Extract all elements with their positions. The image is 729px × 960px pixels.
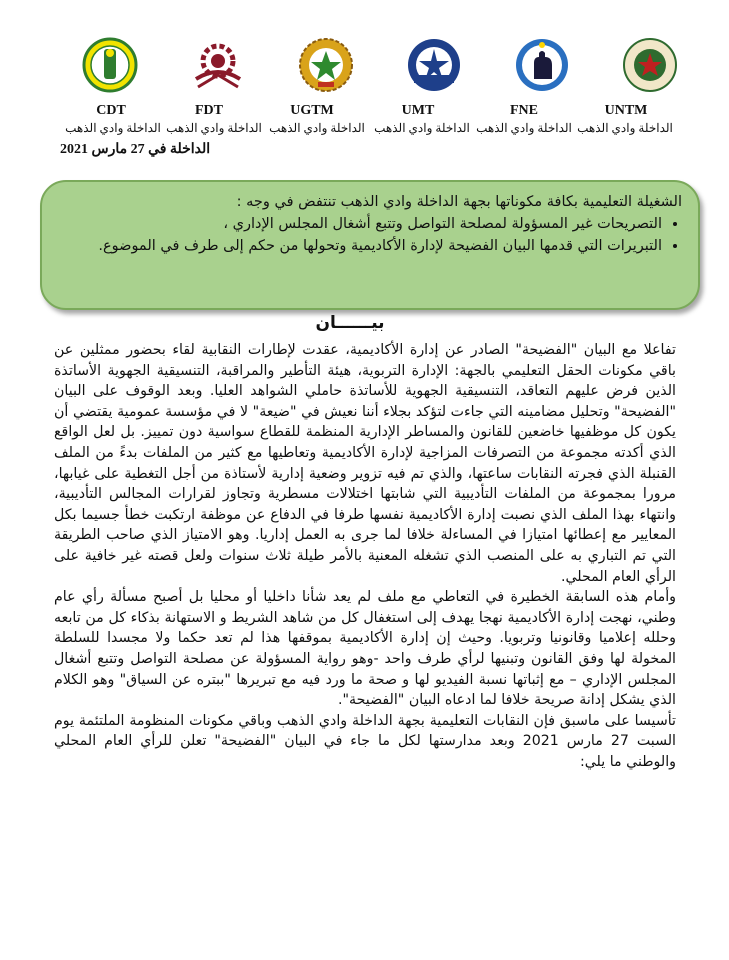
- union-acronym-fne: FNE: [510, 103, 538, 118]
- union-acronym-ugtm: UGTM: [290, 103, 334, 118]
- union-region-fdt: الداخلة وادي الذهب: [166, 121, 262, 135]
- union-region-cdt: الداخلة وادي الذهب: [65, 121, 161, 135]
- summary-bullet-list: [70, 214, 682, 256]
- union-acronym-fdt: FDT: [195, 103, 223, 118]
- union-logos-row: [80, 30, 680, 100]
- untm-logo-icon: [620, 33, 680, 97]
- union-region-untm: الداخلة وادي الذهب: [577, 121, 673, 135]
- body-paragraph-2: وأمام هذه السابقة الخطيرة في التعاطي مع ملف لم يعد شأنا داخليا أو محليا بل أصبح مسألة رأي عام وطني، نهجت إدارة الأكاديمية نهجا يهدف إلى استغفال كل من شاهد الشريط و الاستهانة بذكاء كل من تابعه وحلله إعلاميا وقانونيا وتربويا. وحيث إن إدارة الأكاديمية بموقفها هذا لم تعد حكما ولا مجسدا للسلطة المخولة لها وفق القانون وتبنيها لرأي طرف واحد -وهو رواية المسؤولة عن مصلحة التواصل وتتبع أشغال المجلس الإداري – مع إثباتها نسبة الفيديو لها و صحة ما ورد فيه مع تبريرها "ببتره عن السياق" وهو الكلام الذي يشكل إدانة صريحة خلافا لما ادعاه البيان "الفضيحة".: [54, 589, 676, 709]
- cdt-logo-icon: [80, 33, 140, 97]
- umt-logo-icon: [404, 33, 464, 97]
- body-paragraph-3: تأسيسا على ماسبق فإن النقابات التعليمية بجهة الداخلة وادي الذهب وباقي مكونات المنظومة الملتئمة يوم السبت 27 مارس 2021 وبعد مدارستها لكل ما جاء في البيان "الفضيحة" تعلن للرأي العام المحلي والوطني ما يلي:: [54, 712, 676, 770]
- document-date: الداخلة في 27 مارس 2021: [60, 142, 211, 157]
- union-acronym-cdt: CDT: [96, 103, 126, 118]
- summary-bullet-2: • التبريرات التي قدمها البيان الفضيحة لإدارة الأكاديمية وتحولها من حكم إلى طرف في الموضوع.: [70, 236, 662, 256]
- summary-callout: [40, 180, 700, 310]
- fdt-logo-icon: [188, 33, 248, 97]
- union-region-umt: الداخلة وادي الذهب: [374, 121, 470, 135]
- union-region-fne: الداخلة وادي الذهب: [476, 121, 572, 135]
- summary-bullet-1: • التصريحات غير المسؤولة لمصلحة التواصل وتتبع أشغال المجلس الإداري ،: [70, 214, 662, 234]
- body-paragraph-1: تفاعلا مع البيان "الفضيحة" الصادر عن إدارة الأكاديمية، عقدت لإطارات النقابية لقاء بحضور ممثلين عن باقي مكونات الحقل التعليمي بالجهة: الإدارة التربوية، هيئة التأطير والمراقبة، التنسيقية الجهوية الأساتذة الذين فرض عليهم التعاقد، التنسيقية الجهوية للأساتذة حاملي الشواهد العليا. وبعد الوقوف على البيان "الفضيحة" وتحليل مضامينه التي جاءت لتؤكد بجلاء أننا نعيش في "ضيعة" لا في مؤسسة عمومية يقتضي أن يكون كل موظفيها خاضعين للقانون والمساطر الإدارية المنظمة للقطاع سواسية دون تمييز. بل لعل الواقع الذي أكدته مجموعة من التصرفات المزاجية لإدارة الأكاديمية وتعاطيها مع كثير من الملفات بدءً من الملف القنبلة الذي فجرته النقابات ساعتها، والذي تم فيه تزوير وضعية إدارية لأستاذة من أجل التغطية على غيابها، مرورا بمجموعة من الملفات التأديبية التي شابتها اختلالات مسطرية وتجاوز لقرارات المجالس التأديبية، وانتهاء بهذا الملف الذي نصبت إدارة الأكاديمية نفسها طرفا في الدفاع عن موظفة ارتكبت خطأ جسيما بكل المعايير مع إعطائها امتيازا في المساءلة خلافا لما جرى به العمل إداريا. وهو الامتياز الذي صاحب الطريقة التي تم التباري به على المنصب الذي تشغله المعنية بالأمر طيلة ثلاث سنوات ولعل قصته غير خافية على الرأي العام المحلي.: [54, 342, 676, 585]
- union-acronym-umt: UMT: [401, 103, 435, 118]
- statement-heading: بيــــــان: [315, 313, 385, 333]
- union-region-ugtm: الداخلة وادي الذهب: [269, 121, 365, 135]
- fne-logo-icon: [512, 33, 572, 97]
- ugtm-logo-icon: [296, 33, 356, 97]
- summary-intro: الشغيلة التعليمية بكافة مكوناتها بجهة الداخلة وادي الذهب تنتفض في وجه :: [236, 194, 682, 210]
- union-acronym-untm: UNTM: [604, 103, 648, 118]
- statement-body: [54, 340, 676, 772]
